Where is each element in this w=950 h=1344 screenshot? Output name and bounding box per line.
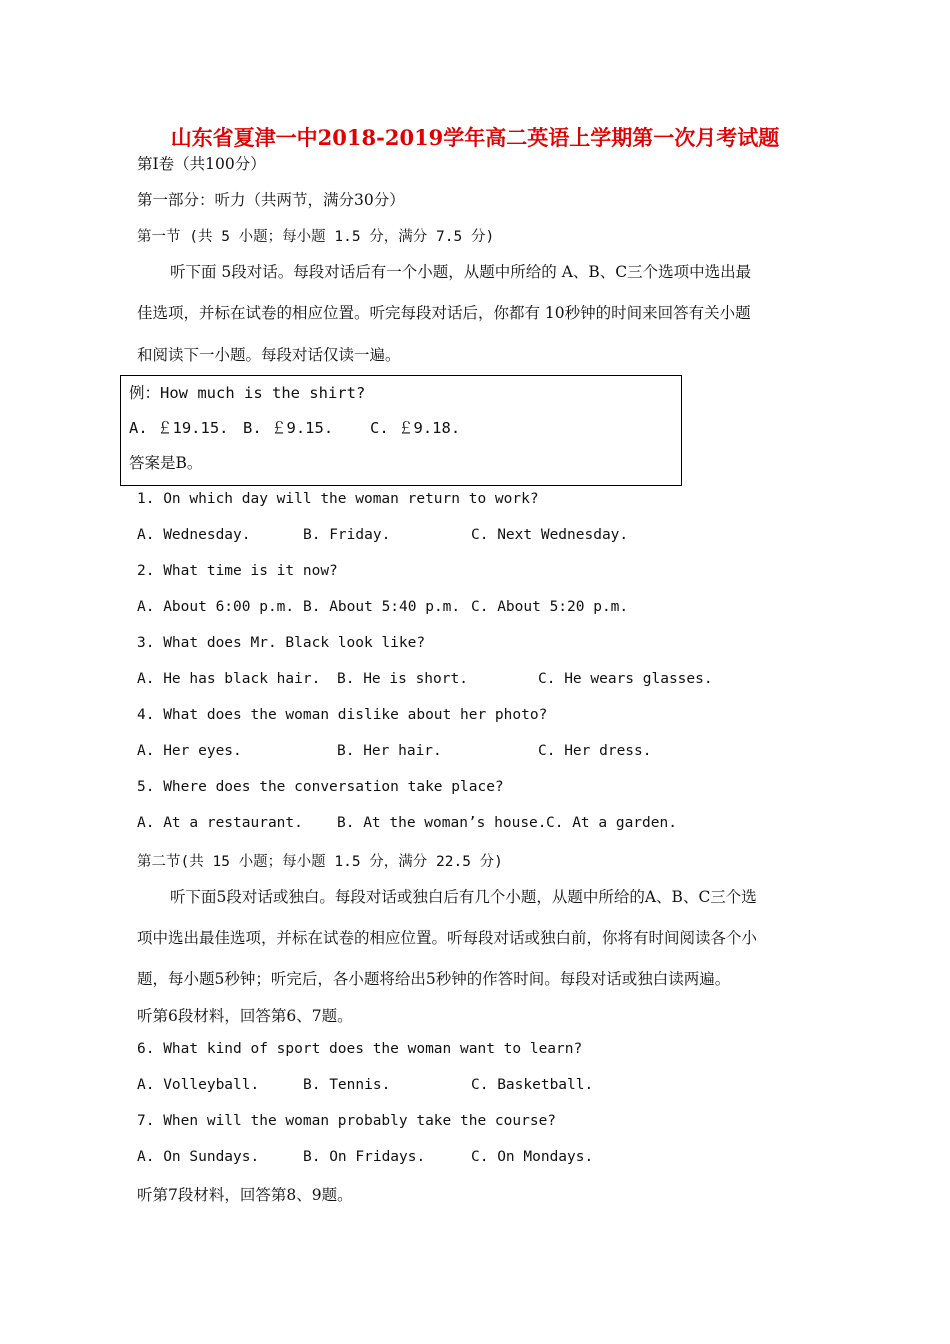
section1-instruction-line: 和阅读下一小题。每段对话仅读一遍。 (137, 346, 401, 364)
question-2: 2. What time is it now? (137, 563, 338, 579)
option-5a: A. At a restaurant. (137, 815, 303, 831)
question-5: 5. Where does the conversation take place? (137, 779, 504, 795)
option-1a: A. Wednesday. (137, 527, 251, 543)
section2-instruction-line: 题，每小题5秒钟；听完后，各小题将给出5秒钟的作答时间。每段对话或独白读两遍。 (137, 970, 731, 988)
section1-instruction-line: 佳选项，并标在试卷的相应位置。听完每段对话后，你都有 10秒钟的时间来回答有关小题 (137, 304, 751, 322)
option-5b: B. At the woman’s house. (337, 815, 547, 831)
option-2b: B. About 5:40 p.m. (303, 599, 461, 615)
option-6c: C. Basketball. (471, 1077, 594, 1093)
option-2a: A. About 6:00 p.m. (137, 599, 295, 615)
part1-heading: 第一部分：听力（共两节，满分30分） (137, 191, 405, 209)
question-3: 3. What does Mr. Black look like? (137, 635, 426, 651)
example-box (120, 375, 682, 486)
page-title: 山东省夏津一中2018-2019学年高二英语上学期第一次月考试题 (170, 125, 780, 150)
volume-heading: 第Ⅰ卷（共100分） (137, 155, 266, 173)
example-option: B. ￡9.15. (243, 419, 334, 437)
section2-heading: 第二节(共 15 小题；每小题 1.5 分，满分 22.5 分) (137, 854, 503, 870)
option-3b: B. He is short. (337, 671, 468, 687)
option-4c: C. Her dress. (538, 743, 652, 759)
question-7: 7. When will the woman probably take the course? (137, 1113, 557, 1129)
option-4a: A. Her eyes. (137, 743, 242, 759)
option-5c: C. At a garden. (546, 815, 677, 831)
option-7b: B. On Fridays. (303, 1149, 426, 1165)
option-4b: B. Her hair. (337, 743, 442, 759)
example-answer: 答案是B。 (129, 454, 203, 472)
option-7a: A. On Sundays. (137, 1149, 260, 1165)
section1-heading: 第一节 (共 5 小题；每小题 1.5 分，满分 7.5 分) (137, 229, 495, 245)
option-1c: C. Next Wednesday. (471, 527, 629, 543)
option-6a: A. Volleyball. (137, 1077, 260, 1093)
question-1: 1. On which day will the woman return to work? (137, 491, 539, 507)
option-1b: B. Friday. (303, 527, 391, 543)
example-option: A. ￡19.15. (129, 419, 229, 437)
section2-instruction-line: 听下面5段对话或独白。每段对话或独白后有几个小题，从题中所给的A、B、C三个选 (170, 888, 757, 906)
option-3a: A. He has black hair. (137, 671, 321, 687)
section1-instruction-line: 听下面 5段对话。每段对话后有一个小题，从题中所给的 A、B、C三个选项中选出最 (170, 263, 752, 281)
option-2c: C. About 5:20 p.m. (471, 599, 629, 615)
section2-instruction-line: 项中选出最佳选项，并标在试卷的相应位置。听每段对话或独白前，你将有时间阅读各个小 (137, 929, 758, 947)
option-6b: B. Tennis. (303, 1077, 391, 1093)
example-question: 例：How much is the shirt? (129, 384, 366, 402)
material-6-heading: 听第6段材料，回答第6、7题。 (137, 1007, 353, 1025)
option-3c: C. He wears glasses. (538, 671, 713, 687)
question-6: 6. What kind of sport does the woman want to learn? (137, 1041, 583, 1057)
option-7c: C. On Mondays. (471, 1149, 594, 1165)
material-7-heading: 听第7段材料，回答第8、9题。 (137, 1186, 353, 1204)
question-4: 4. What does the woman dislike about her photo? (137, 707, 548, 723)
example-option: C. ￡9.18. (370, 419, 461, 437)
